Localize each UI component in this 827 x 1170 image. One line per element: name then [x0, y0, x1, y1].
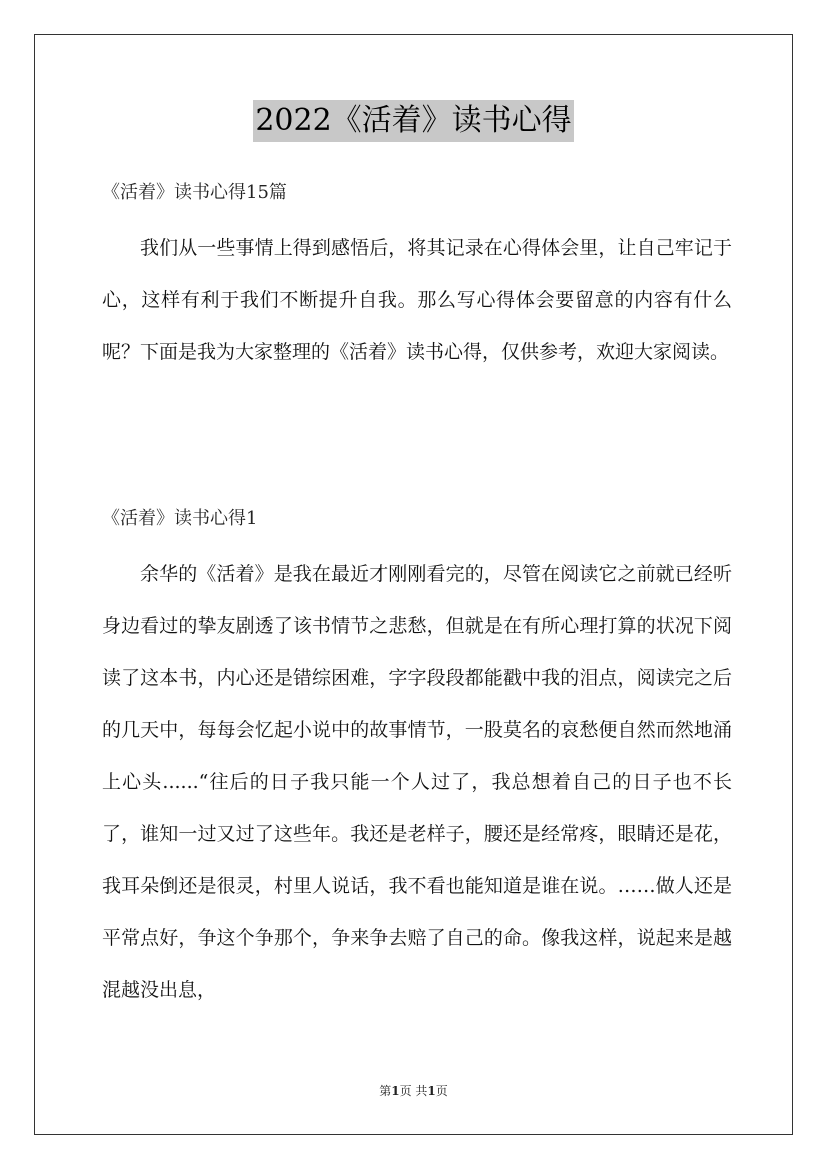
footer-page-prefix: 第 — [379, 1084, 392, 1098]
footer-page-mid: 页 共 — [399, 1084, 428, 1098]
title-container — [0, 100, 827, 142]
document-title: 2022《活着》读书心得 — [253, 100, 573, 142]
intro-paragraph: 我们从一些事情上得到感悟后，将其记录在心得体会里，让自己牢记于心，这样有利于我们不断提升自我。那么写心得体会要留意的内容有什么呢？下面是我为大家整理的《活着》读书心得，仅供参考，欢迎大家阅读。 — [102, 237, 732, 363]
footer-page-total: 1 — [427, 1084, 436, 1098]
section-heading: 《活着》读书心得1 — [102, 508, 258, 529]
footer-page-current: 1 — [391, 1084, 400, 1098]
document-subtitle: 《活着》读书心得15篇 — [102, 182, 287, 203]
section-body-paragraph: 余华的《活着》是我在最近才刚刚看完的，尽管在阅读它之前就已经听身边看过的挚友剧透了该书情节之悲愁，但就是在有所心理打算的状况下阅读了这本书，内心还是错综困难，字字段段都能戳中我的泪点，阅读完之后的几天中，每每会忆起小说中的故事情节，一股莫名的哀愁便自然而然地涌上心头......“往后的日子我只能一个人过了，我总想着自己的日子也不长了，谁知一过又过了这些年。我还是老样子，腰还是经常疼，眼睛还是花，我耳朵倒还是很灵，村里人说话，我不看也能知道是谁在说。……做人还是平常点好，争这个争那个，争来争去赔了自己的命。像我这样，说起来是越混越没出息， — [102, 563, 732, 1001]
page-footer — [0, 1082, 827, 1099]
footer-page-suffix: 页 — [435, 1084, 448, 1098]
